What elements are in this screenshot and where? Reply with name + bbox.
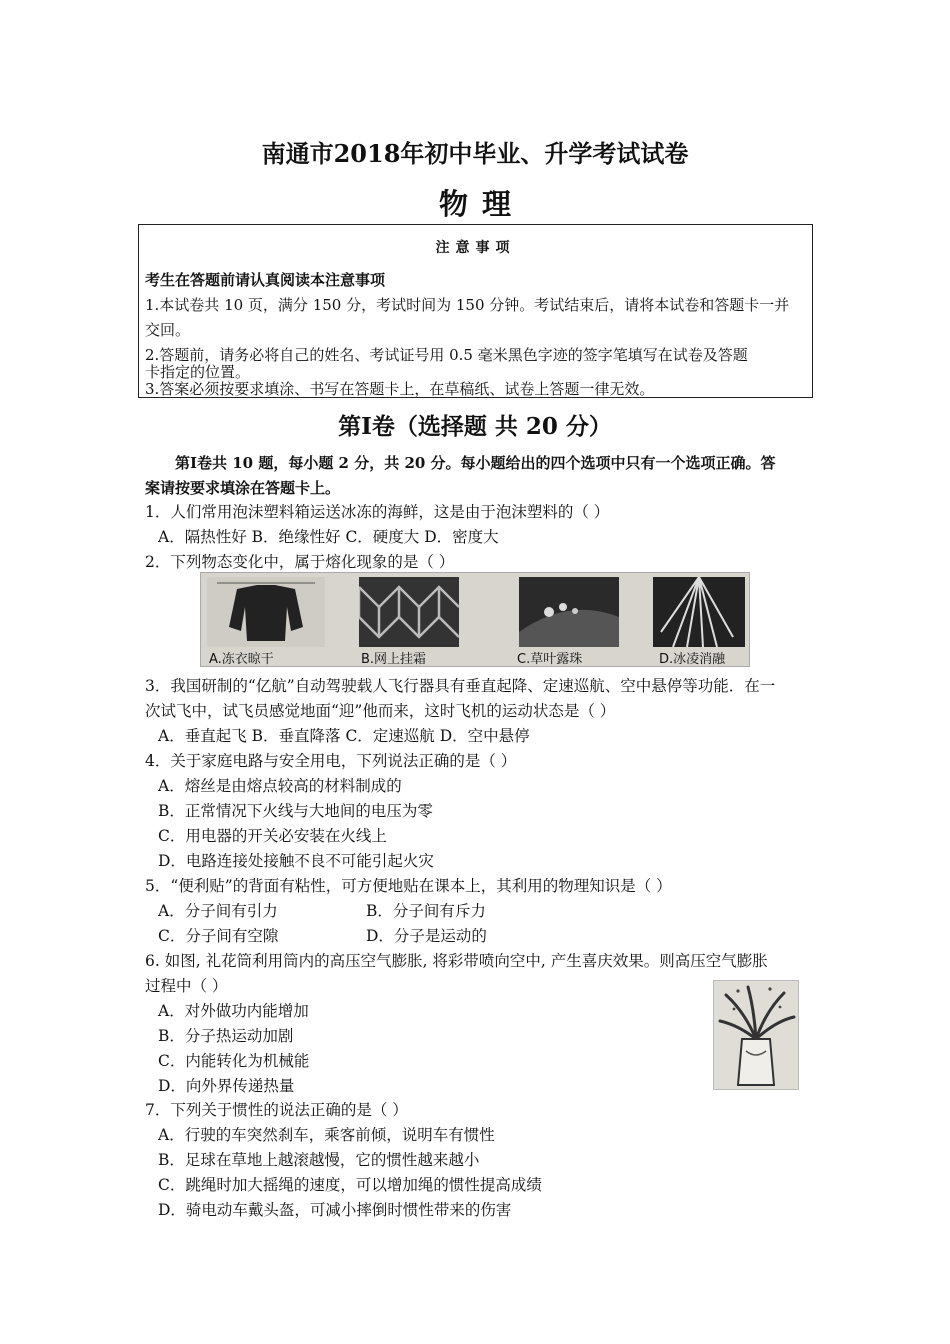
- question-option: A．熔丝是由熔点较高的材料制成的: [158, 777, 402, 795]
- question-option: A．对外做功内能增加: [158, 1002, 309, 1020]
- exam-title: 南通市2018年初中毕业、升学考试试卷: [261, 139, 689, 168]
- question-stem: 7．下列关于惯性的说法正确的是（ ）: [145, 1101, 408, 1119]
- question-option: C．用电器的开关必安装在火线上: [158, 827, 387, 845]
- question-option: B．分子间有斥力: [366, 902, 486, 920]
- question-options: A．隔热性好 B．绝缘性好 C．硬度大 D．密度大: [158, 528, 499, 546]
- frozen-clothes-image: [207, 577, 325, 647]
- party-popper-icon: [714, 981, 798, 1089]
- question-option: B．足球在草地上越滚越慢，它的惯性越来越小: [158, 1151, 480, 1169]
- question-stem: 5．“便利贴”的背面有粘性，可方便地贴在课本上，其利用的物理知识是（ ）: [145, 877, 672, 895]
- question-stem: 1．人们常用泡沫塑料箱运送冰冻的海鲜，这是由于泡沫塑料的（ ）: [145, 503, 610, 521]
- image-label: A.冻衣晾干: [209, 652, 274, 667]
- question-option: B．分子热运动加剧: [158, 1027, 294, 1045]
- image-label: B.网上挂霜: [361, 652, 427, 667]
- question-option: A．行驶的车突然刹车，乘客前倾，说明车有惯性: [158, 1126, 495, 1144]
- frost-net-image: [359, 577, 459, 647]
- question-stem: 过程中（ ）: [145, 977, 228, 995]
- question-option: D．电路连接处接触不良不可能引起火灾: [158, 852, 434, 870]
- question-option: C．跳绳时加大摇绳的速度，可以增加绳的惯性提高成绩: [158, 1176, 542, 1194]
- image-label: D.冰凌消融: [659, 652, 726, 667]
- notice-line: 卡指定的位置。: [145, 363, 251, 381]
- subject-title: 物理: [438, 187, 525, 221]
- question-option: C．分子间有空隙: [158, 927, 279, 945]
- question-option: A．分子间有引力: [158, 902, 278, 920]
- icicle-melting-image: [653, 577, 745, 647]
- section-instructions: 案请按要求填涂在答题卡上。: [145, 479, 341, 497]
- question-options: A．垂直起飞 B．垂直降落 C．定速巡航 D．空中悬停: [158, 727, 530, 745]
- question-option: C．内能转化为机械能: [158, 1052, 310, 1070]
- question-stem: 2．下列物态变化中，属于熔化现象的是（ ）: [145, 553, 455, 571]
- question-option: D．骑电动车戴头盔，可减小摔倒时惯性带来的伤害: [158, 1201, 512, 1219]
- question-option: B．正常情况下火线与大地间的电压为零: [158, 802, 433, 820]
- question-stem: 3．我国研制的“亿航”自动驾驶载人飞行器具有垂直起降、定速巡航、空中悬停等功能．在一: [145, 677, 776, 695]
- notice-line: 1.本试卷共 10 页，满分 150 分，考试时间为 150 分钟。考试结束后，请将本试卷和答题卡一并: [145, 296, 790, 314]
- party-popper-image: [713, 980, 799, 1090]
- question-stem: 6. 如图, 礼花筒利用筒内的高压空气膨胀, 将彩带喷向空中, 产生喜庆效果。则高压空气膨胀: [145, 952, 768, 970]
- notice-subheading: 考生在答题前请认真阅读本注意事项: [145, 271, 386, 289]
- section-instructions: 第Ⅰ卷共 10 题，每小题 2 分，共 20 分。每小题给出的四个选项中只有一个选项正确。答: [175, 454, 776, 472]
- notice-line: 3.答案必须按要求填涂、书写在答题卡上，在草稿纸、试卷上答题一律无效。: [145, 380, 655, 398]
- question-stem: 4．关于家庭电路与安全用电，下列说法正确的是（ ）: [145, 752, 517, 770]
- question-stem: 次试飞中，试飞员感觉地面“迎”他而来，这时飞机的运动状态是（ ）: [145, 702, 616, 720]
- image-label: C.草叶露珠: [517, 652, 583, 667]
- dew-leaf-image: [519, 577, 619, 647]
- notice-heading: 注意事项: [435, 240, 516, 256]
- notice-line: 2.答题前，请务必将自己的姓名、考试证号用 0.5 毫米黑色字迹的签字笔填写在试卷及答题: [145, 346, 748, 364]
- q2-image-strip: [200, 572, 750, 667]
- notice-box: [138, 224, 813, 398]
- notice-line: 交回。: [145, 321, 191, 339]
- section-title: 第Ⅰ卷（选择题 共 20 分）: [338, 413, 612, 440]
- question-option: D．分子是运动的: [366, 927, 487, 945]
- question-option: D．向外界传递热量: [158, 1077, 295, 1095]
